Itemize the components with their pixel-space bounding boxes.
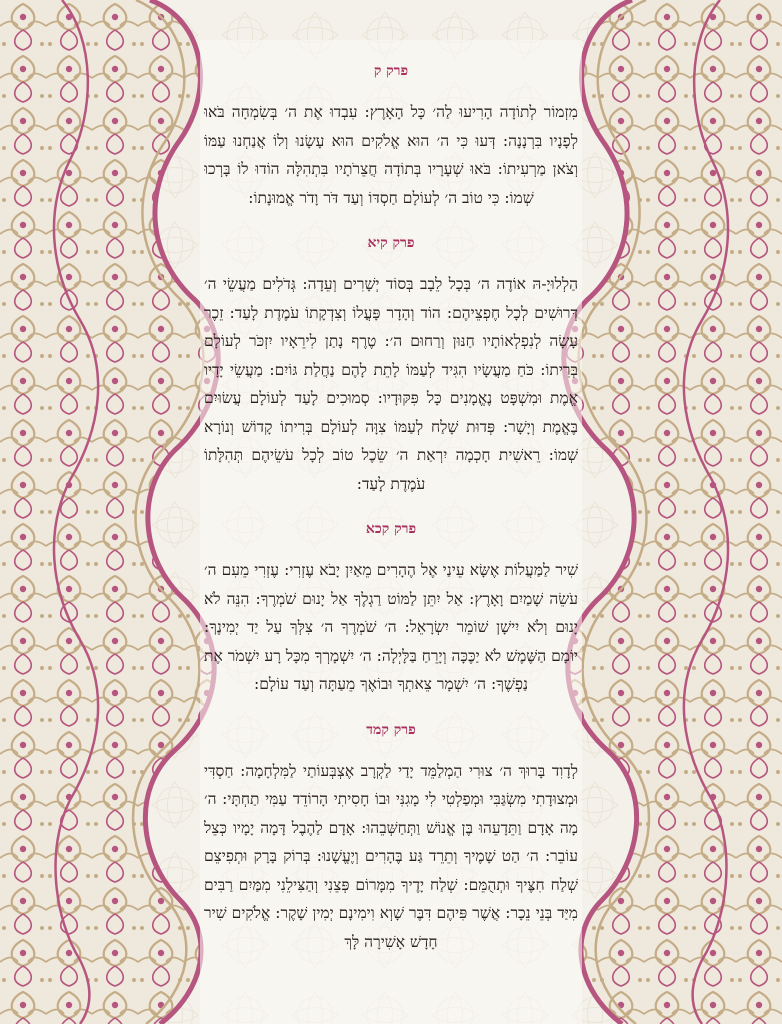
chapter-section xyxy=(204,234,578,498)
chapter-section xyxy=(204,62,578,212)
chapter-title: פרק קכא xyxy=(365,521,417,537)
psalms-text-column xyxy=(204,62,578,1012)
chapter-text: מִזְמוֹר לְתוֹדָה הָרִיעוּ לַה׳ כָּל הָאָרֶץ: עִבְדוּ אֶת ה׳ בְּשִׂמְחָה בֹּאוּ לְפָנָיו בִּרְנָנָה: דְּעוּ כִּי ה׳ הוּא אֱלֹקִים הוּא עָשָׂנוּ וְלוֹ אֲנַחְנוּ עַמּוֹ וְצֹאן מַרְעִיתוֹ: בֹּאוּ שְׁעָרָיו בְּתוֹדָה חֲצֵרֹתָיו בִּתְהִלָּה הוֹדוּ לוֹ בָּרְכוּ שְׁמוֹ: כִּי טוֹב ה׳ לְעוֹלָם חַסְדּוֹ וְעַד דֹּר וָדֹר אֱמוּנָתוֹ: xyxy=(204,103,578,207)
chapter-text: הַלְלוּיָ-הּ אוֹדֶה ה׳ בְּכָל לֵבָב בְּסוֹד יְשָׁרִים וְעֵדָה: גְּדֹלִים מַעֲשֵׂי ה׳ דְּרוּשִׁים לְכָל חֶפְצֵיהֶם: הוֹד וְהָדָר פָּעֳלוֹ וְצִדְקָתוֹ עֹמֶדֶת לָעַד: זֵכֶר עָשָׂה לְנִפְלְאוֹתָיו חַנּוּן וְרַחוּם ה׳: טֶרֶף נָתַן לִירֵאָיו יִזְכֹּר לְעוֹלָם בְּרִיתוֹ: כֹּחַ מַעֲשָׂיו הִגִּיד לְעַמּוֹ לָתֵת לָהֶם נַחֲלַת גּוֹיִם: מַעֲשֵׂי יָדָיו אֱמֶת וּמִשְׁפָּט נֶאֱמָנִים כָּל פִּקּוּדָיו: סְמוּכִים לָעַד לְעוֹלָם עֲשׂוּיִם בֶּאֱמֶת וְיָשָׁר: פְּדוּת שָׁלַח לְעַמּוֹ צִוָּה לְעוֹלָם בְּרִיתוֹ קָדוֹשׁ וְנוֹרָא שְׁמוֹ: רֵאשִׁית חָכְמָה יִרְאַת ה׳ שֵׂכֶל טוֹב לְכָל עֹשֵׂיהֶם תְּהִלָּתוֹ עֹמֶדֶת לָעַד: xyxy=(204,275,578,493)
chapter-title: פרק ק xyxy=(373,63,409,79)
chapter-section xyxy=(204,520,578,699)
chapter-text: לְדָוִד בָּרוּךְ ה׳ צוּרִי הַמְלַמֵּד יָדַי לַקְרָב אֶצְבְּעוֹתַי לַמִּלְחָמָה: חַסְדִּי וּמְצוּדָתִי מִשְׂגַּבִּי וּמְפַלְטִי לִי מָגִנִּי וּבוֹ חָסִיתִי הָרוֹדֵד עַמִּי תַחְתָּי: ה׳ מָה אָדָם וַתֵּדָעֵהוּ בֶּן אֱנוֹשׁ וַתְּחַשְּׁבֵהוּ: אָדָם לַהֶבֶל דָּמָה יָמָיו כְּצֵל עוֹבֵר: ה׳ הַט שָׁמֶיךָ וְתֵרֵד גַּע בֶּהָרִים וְיֶעֱשָׁנוּ: בְּרוֹק בָּרָק וּתְפִיצֵם שְׁלַח חִצֶּיךָ וּתְהֻמֵּם: שְׁלַח יָדֶיךָ מִמָּרוֹם פְּצֵנִי וְהַצִּילֵנִי מִמַּיִם רַבִּים מִיַּד בְּנֵי נֵכָר: אֲשֶׁר פִּיהֶם דִּבֶּר שָׁוְא וִימִינָם יְמִין שָׁקֶר: אֱלֹקִים שִׁיר חָדָשׁ אָשִׁירָה לָּךְ xyxy=(204,761,578,951)
chapter-title: פרק קיא xyxy=(367,235,415,251)
chapter-text: שִׁיר לַמַּעֲלוֹת אֶשָּׂא עֵינַי אֶל הֶהָרִים מֵאַיִן יָבֹא עֶזְרִי: עֶזְרִי מֵעִם ה׳ עֹשֵׂה שָׁמַיִם וָאָרֶץ: אַל יִתֵּן לַמּוֹט רַגְלֶךָ אַל יָנוּם שֹׁמְרֶךָ: הִנֵּה לֹא יָנוּם וְלֹא יִישָׁן שׁוֹמֵר יִשְׂרָאֵל: ה׳ שֹׁמְרֶךָ ה׳ צִלְּךָ עַל יַד יְמִינֶךָ: יוֹמָם הַשֶּׁמֶשׁ לֹא יַכֶּכָּה וְיָרֵחַ בַּלָּיְלָה: ה׳ יִשְׁמָרְךָ מִכָּל רָע יִשְׁמֹר אֶת נַפְשֶׁךָ: ה׳ יִשְׁמָר צֵאתְךָ וּבוֹאֶךָ מֵעַתָּה וְעַד עוֹלָם: xyxy=(204,561,578,693)
chapter-title: פרק קמד xyxy=(366,721,416,738)
chapter-section xyxy=(204,721,578,957)
